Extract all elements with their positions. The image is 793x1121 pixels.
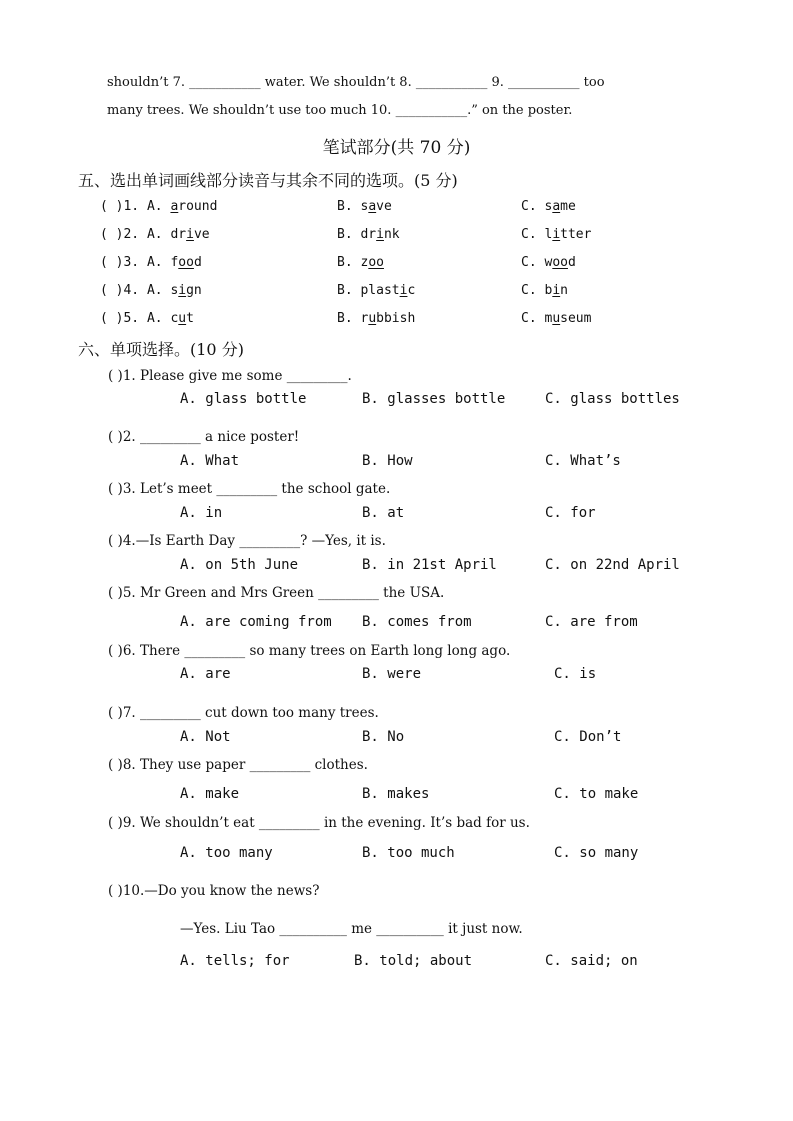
- word-part: C. m: [521, 311, 553, 326]
- underlined-letters: a: [368, 199, 377, 214]
- word-part: B. r: [337, 311, 369, 326]
- word-part: B. z: [337, 255, 369, 270]
- choice-c: C. to make: [554, 786, 639, 802]
- word-part: ( )3. A.: [100, 255, 171, 270]
- text-line-2: many trees. We shouldn’t use too much 10. ___________.” on the poster.: [107, 103, 573, 118]
- phonics-option-b: [337, 255, 384, 270]
- word-part: dr: [170, 227, 187, 242]
- choice-a: A. are coming from: [180, 614, 332, 630]
- phonics-option-c: [521, 311, 591, 326]
- choice-b: B. in 21st April: [362, 557, 497, 573]
- underlined-letters: oo: [178, 255, 194, 270]
- word-part: f: [170, 255, 179, 270]
- choice-b: B. told; about: [354, 953, 473, 969]
- phonics-option-a: [100, 255, 202, 270]
- word-part: ( )4. A.: [100, 283, 171, 298]
- choice-c: C. for: [545, 505, 596, 521]
- underlined-letters: oo: [368, 255, 384, 270]
- choice-c: C. is: [554, 666, 597, 682]
- written-part-title: 笔试部分(共 70 分): [322, 138, 471, 158]
- underlined-letters: i: [399, 283, 408, 298]
- word-part: round: [178, 199, 218, 214]
- phonics-option-a: [100, 227, 210, 242]
- underlined-letters: i: [186, 227, 194, 242]
- word-part: B. s: [337, 199, 369, 214]
- word-part: s: [170, 283, 179, 298]
- word-part: n: [560, 283, 568, 298]
- word-part: C. b: [521, 283, 553, 298]
- choice-b: B. too much: [362, 845, 455, 861]
- question-stem: ( )3. Let’s meet _________ the school gate.: [108, 481, 391, 497]
- choice-c: C. glass bottles: [545, 391, 680, 407]
- question-stem: ( )10.—Do you know the news?: [108, 883, 320, 899]
- question-stem: ( )6. There _________ so many trees on Earth long long ago.: [108, 643, 511, 659]
- word-part: ve: [193, 227, 210, 242]
- choice-b: B. makes: [362, 786, 430, 802]
- question-stem: ( )8. They use paper _________ clothes.: [108, 757, 368, 773]
- choice-a: A. too many: [180, 845, 273, 861]
- underlined-letters: a: [170, 199, 179, 214]
- underlined-letters: a: [552, 199, 561, 214]
- choice-b: B. glasses bottle: [362, 391, 506, 407]
- choice-b: B. at: [362, 505, 405, 521]
- choice-a: A. Not: [180, 729, 231, 745]
- phonics-option-b: [337, 199, 392, 214]
- word-part: tter: [560, 227, 592, 242]
- choice-b: B. How: [362, 453, 413, 469]
- phonics-option-c: [521, 199, 576, 214]
- word-part: seum: [560, 311, 592, 326]
- word-part: ( )2. A.: [100, 227, 171, 242]
- choice-c: C. What’s: [545, 453, 621, 469]
- underlined-letters: u: [178, 311, 187, 326]
- phonics-option-a: [100, 311, 194, 326]
- choice-a: A. What: [180, 453, 240, 469]
- choice-b: B. were: [362, 666, 422, 682]
- choice-c: C. so many: [554, 845, 639, 861]
- phonics-option-c: [521, 283, 568, 298]
- word-part: C. w: [521, 255, 553, 270]
- phonics-option-b: [337, 227, 400, 242]
- word-part: gn: [186, 283, 202, 298]
- question-stem: ( )2. _________ a nice poster!: [108, 429, 300, 445]
- question-stem: ( )7. _________ cut down too many trees.: [108, 705, 379, 721]
- phonics-option-c: [521, 227, 591, 242]
- word-part: B. plast: [337, 283, 400, 298]
- underlined-letters: i: [552, 283, 561, 298]
- word-part: B. dr: [337, 227, 377, 242]
- phonics-option-a: [100, 199, 217, 214]
- choice-b: B. comes from: [362, 614, 472, 630]
- choice-a: A. tells; for: [180, 953, 290, 969]
- choice-c: C. are from: [545, 614, 638, 630]
- word-part: d: [193, 255, 202, 270]
- section-5-heading: 五、选出单词画线部分读音与其余不同的选项。(5 分): [78, 171, 458, 190]
- text-line-1: shouldn’t 7. ___________ water. We shouldn’t 8. ___________ 9. ___________ too: [107, 75, 605, 90]
- section-6-heading: 六、单项选择。(10 分): [78, 340, 244, 359]
- word-part: c: [170, 311, 179, 326]
- word-part: bbish: [376, 311, 416, 326]
- underlined-letters: u: [368, 311, 377, 326]
- underlined-letters: i: [376, 227, 384, 242]
- word-part: d: [567, 255, 576, 270]
- choice-b: B. No: [362, 729, 405, 745]
- word-part: t: [186, 311, 194, 326]
- question-stem: ( )5. Mr Green and Mrs Green _________ the USA.: [108, 585, 445, 601]
- phonics-option-b: [337, 283, 415, 298]
- choice-c: C. said; on: [545, 953, 638, 969]
- question-stem: ( )1. Please give me some _________.: [108, 368, 352, 384]
- word-part: ( )5. A.: [100, 311, 171, 326]
- word-part: ve: [376, 199, 392, 214]
- underlined-letters: i: [552, 227, 561, 242]
- word-part: C. s: [521, 199, 553, 214]
- choice-a: A. make: [180, 786, 240, 802]
- word-part: ( )1. A.: [100, 199, 171, 214]
- question-stem: ( )4.—Is Earth Day _________? —Yes, it is.: [108, 533, 386, 549]
- choice-a: A. in: [180, 505, 223, 521]
- question-stem: ( )9. We shouldn’t eat _________ in the evening. It’s bad for us.: [108, 815, 530, 831]
- underlined-letters: u: [552, 311, 561, 326]
- word-part: C. l: [521, 227, 553, 242]
- word-part: nk: [383, 227, 400, 242]
- choice-c: C. on 22nd April: [545, 557, 680, 573]
- underlined-letters: i: [178, 283, 187, 298]
- word-part: me: [560, 199, 576, 214]
- choice-a: A. are: [180, 666, 231, 682]
- choice-a: A. glass bottle: [180, 391, 307, 407]
- word-part: c: [407, 283, 416, 298]
- choice-a: A. on 5th June: [180, 557, 299, 573]
- question-reply: —Yes. Liu Tao __________ me __________ it just now.: [180, 921, 523, 937]
- underlined-letters: oo: [552, 255, 568, 270]
- phonics-option-a: [100, 283, 202, 298]
- phonics-option-c: [521, 255, 576, 270]
- phonics-option-b: [337, 311, 415, 326]
- choice-c: C. Don’t: [554, 729, 622, 745]
